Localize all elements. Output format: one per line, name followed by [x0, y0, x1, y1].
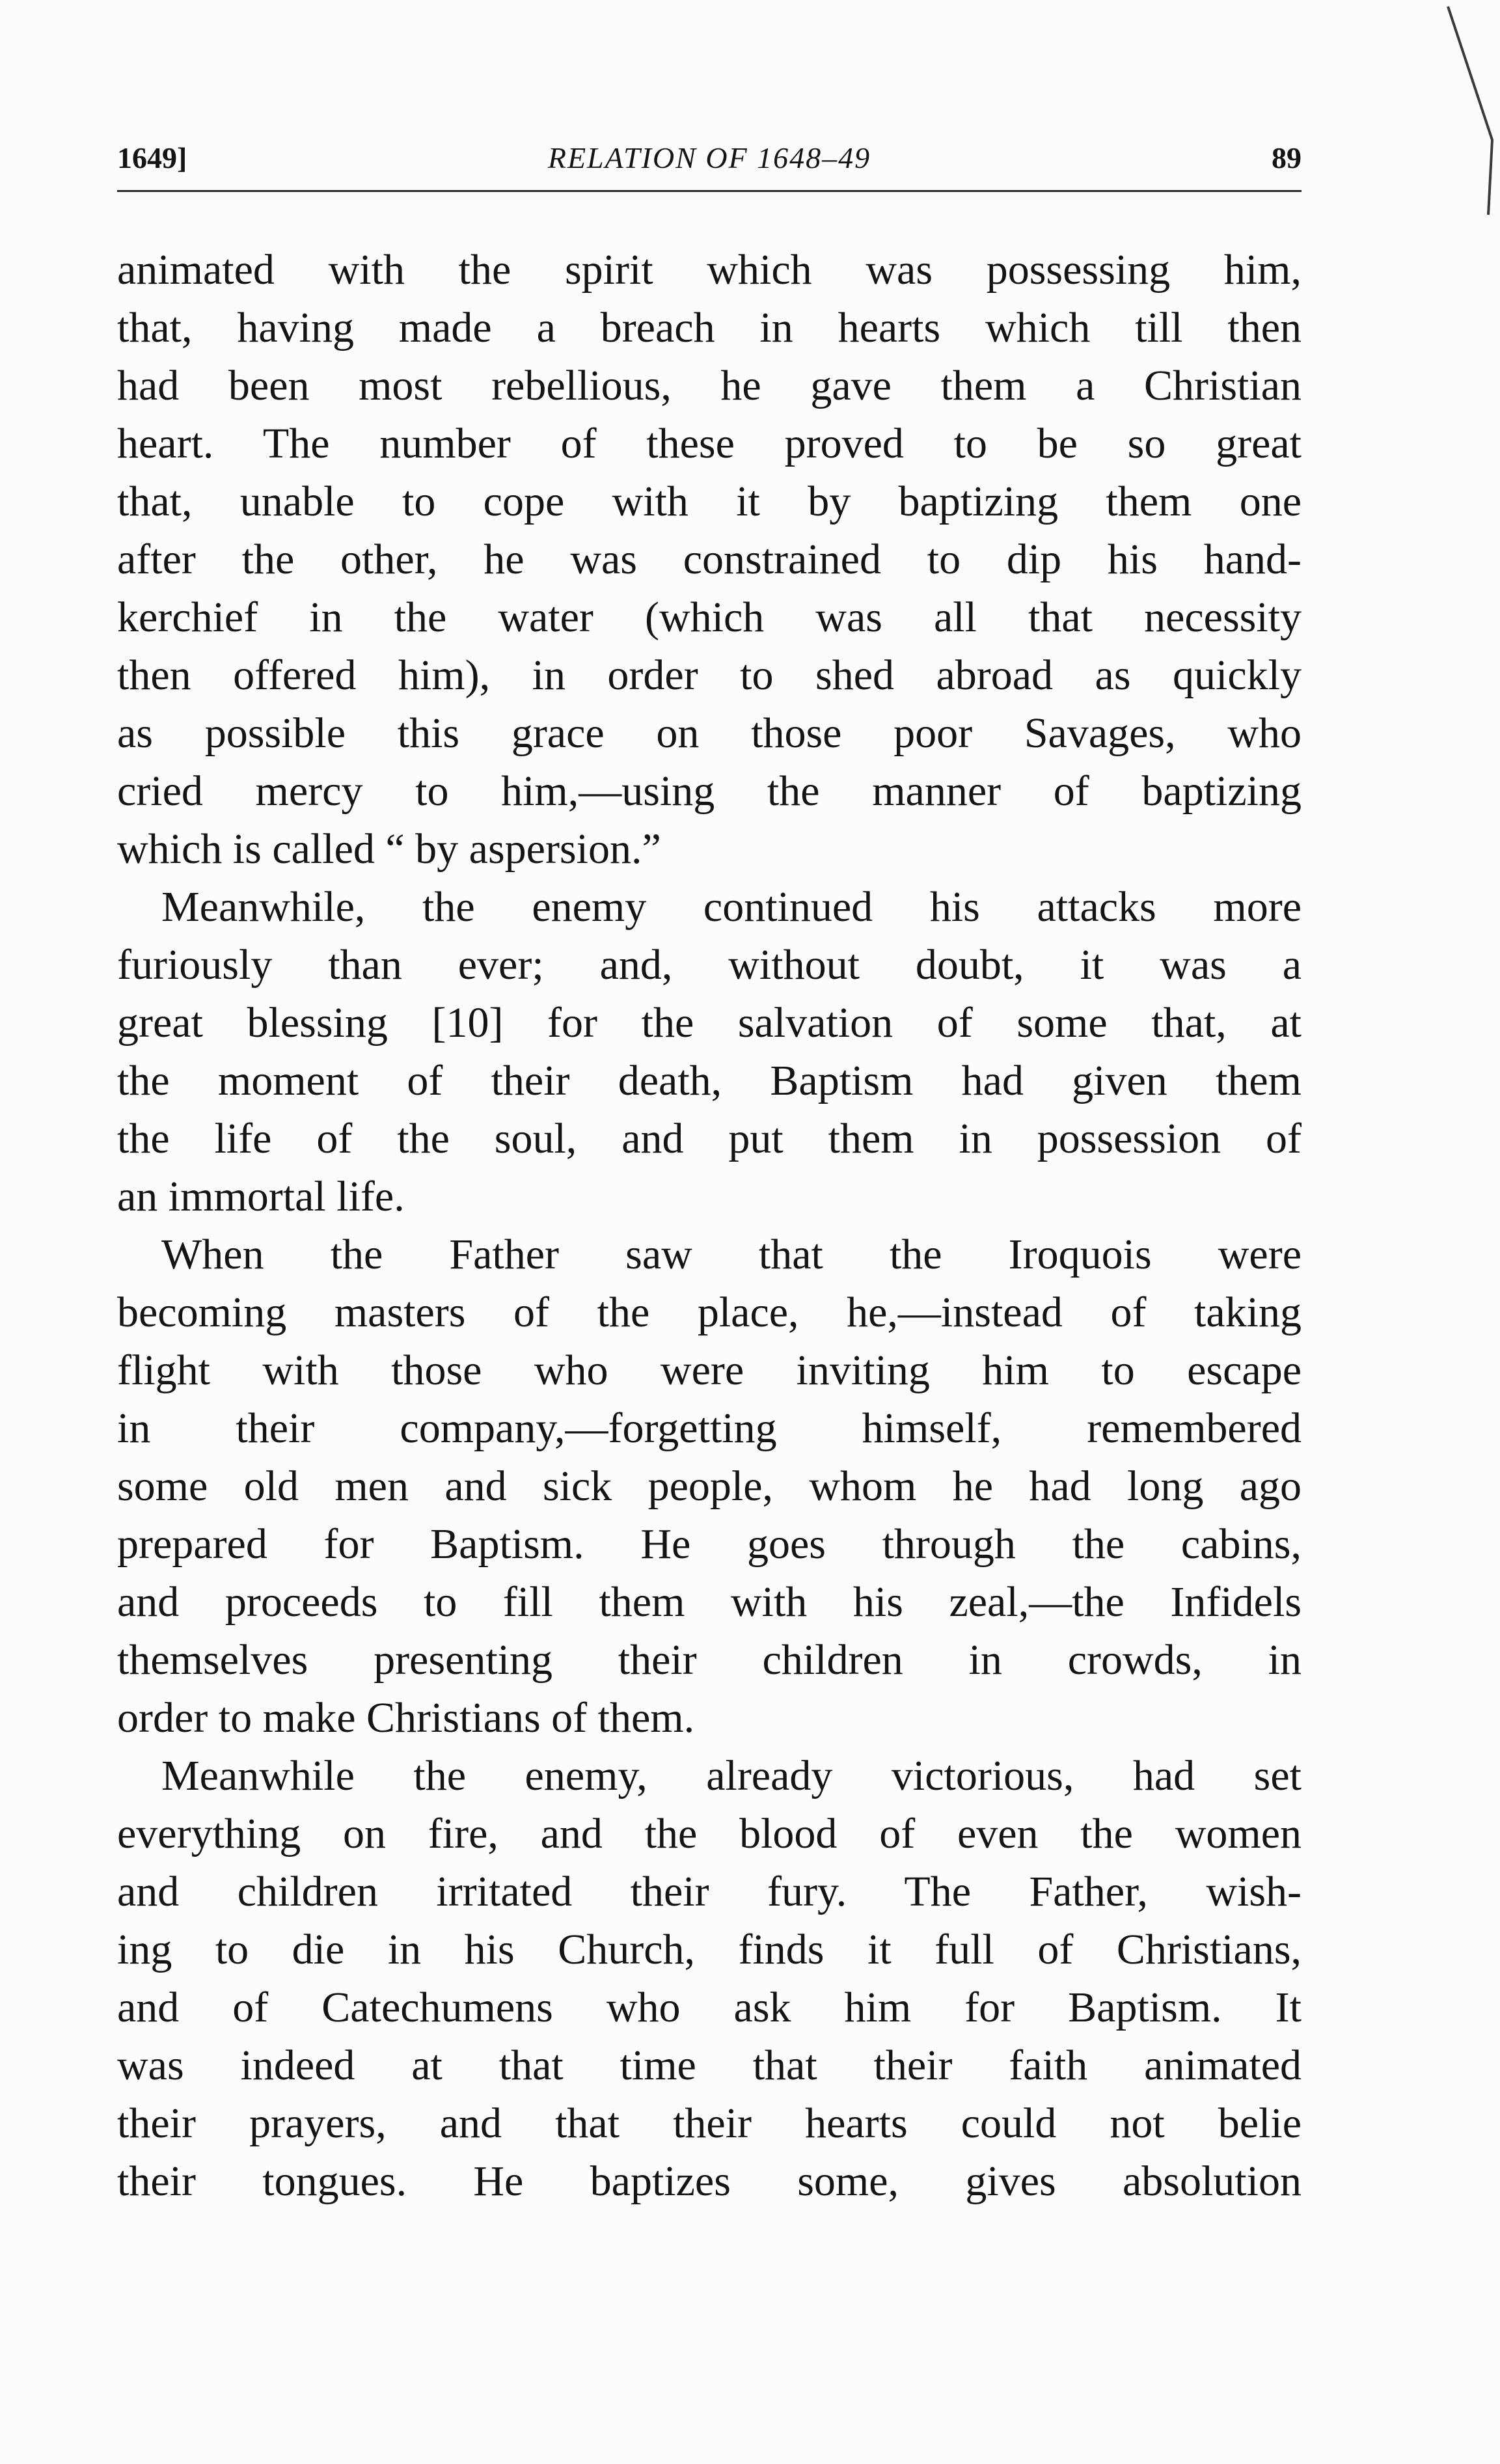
text-line: order to make Christians of them.	[117, 1694, 695, 1742]
text-line: ing to die in his Church, finds it full of Christians,	[117, 1926, 1302, 1973]
text-line: after the other, he was constrained to dip his hand-	[117, 536, 1302, 583]
text-line: their prayers, and that their hearts could not belie	[117, 2100, 1302, 2147]
text-line: their tongues. He baptizes some, gives absolution	[117, 2157, 1302, 2205]
running-head-year: 1649]	[117, 141, 187, 174]
running-head-title: RELATION OF 1648–49	[547, 141, 871, 174]
text-line: an immortal life.	[117, 1173, 405, 1220]
paragraph-start-line: Meanwhile, the enemy continued his attacks more	[161, 883, 1302, 931]
text-line: which is called “ by aspersion.”	[117, 825, 661, 873]
text-line: and children irritated their fury. The Father, wish-	[117, 1868, 1302, 1915]
text-line: heart. The number of these proved to be so great	[117, 420, 1302, 467]
text-line: that, having made a breach in hearts which till then	[117, 304, 1302, 351]
paragraph-start-line: When the Father saw that the Iroquois were	[161, 1231, 1302, 1278]
text-line: kerchief in the water (which was all that necessity	[117, 594, 1302, 641]
text-line: then offered him), in order to shed abroad as quickly	[117, 651, 1302, 699]
text-line: prepared for Baptism. He goes through the cabins,	[117, 1520, 1302, 1568]
text-line: cried mercy to him,—using the manner of baptizing	[117, 767, 1302, 815]
page-edge-mark	[1415, 0, 1500, 221]
text-line: everything on fire, and the blood of even the women	[117, 1810, 1302, 1857]
text-line: and proceeds to fill them with his zeal,—the Infidels	[117, 1578, 1302, 1626]
text-line: in their company,—forgetting himself, remembered	[117, 1404, 1302, 1452]
text-line: the life of the soul, and put them in possession of	[117, 1115, 1302, 1162]
text-line: was indeed at that time that their faith animated	[117, 2042, 1302, 2089]
text-line: furiously than ever; and, without doubt, it was a	[117, 941, 1302, 989]
text-line: themselves presenting their children in crowds, in	[117, 1636, 1302, 1684]
text-line: as possible this grace on those poor Savages, who	[117, 709, 1302, 757]
text-line: had been most rebellious, he gave them a Christian	[117, 362, 1302, 409]
text-line: animated with the spirit which was possessing him,	[117, 246, 1302, 294]
text-line: that, unable to cope with it by baptizing them one	[117, 478, 1302, 525]
text-line: some old men and sick people, whom he had long ago	[117, 1462, 1302, 1510]
header-rule	[117, 190, 1302, 192]
text-line: becoming masters of the place, he,—instead of taking	[117, 1289, 1302, 1336]
body-text	[117, 241, 1302, 2210]
running-head	[117, 135, 1302, 181]
text-line: great blessing [10] for the salvation of some that, at	[117, 999, 1302, 1047]
paragraph-start-line: Meanwhile the enemy, already victorious, had set	[161, 1752, 1302, 1800]
text-line: and of Catechumens who ask him for Baptism. It	[117, 1984, 1302, 2031]
text-line: the moment of their death, Baptism had given them	[117, 1057, 1302, 1104]
page-number: 89	[1272, 141, 1302, 174]
text-line: flight with those who were inviting him to escape	[117, 1347, 1302, 1394]
